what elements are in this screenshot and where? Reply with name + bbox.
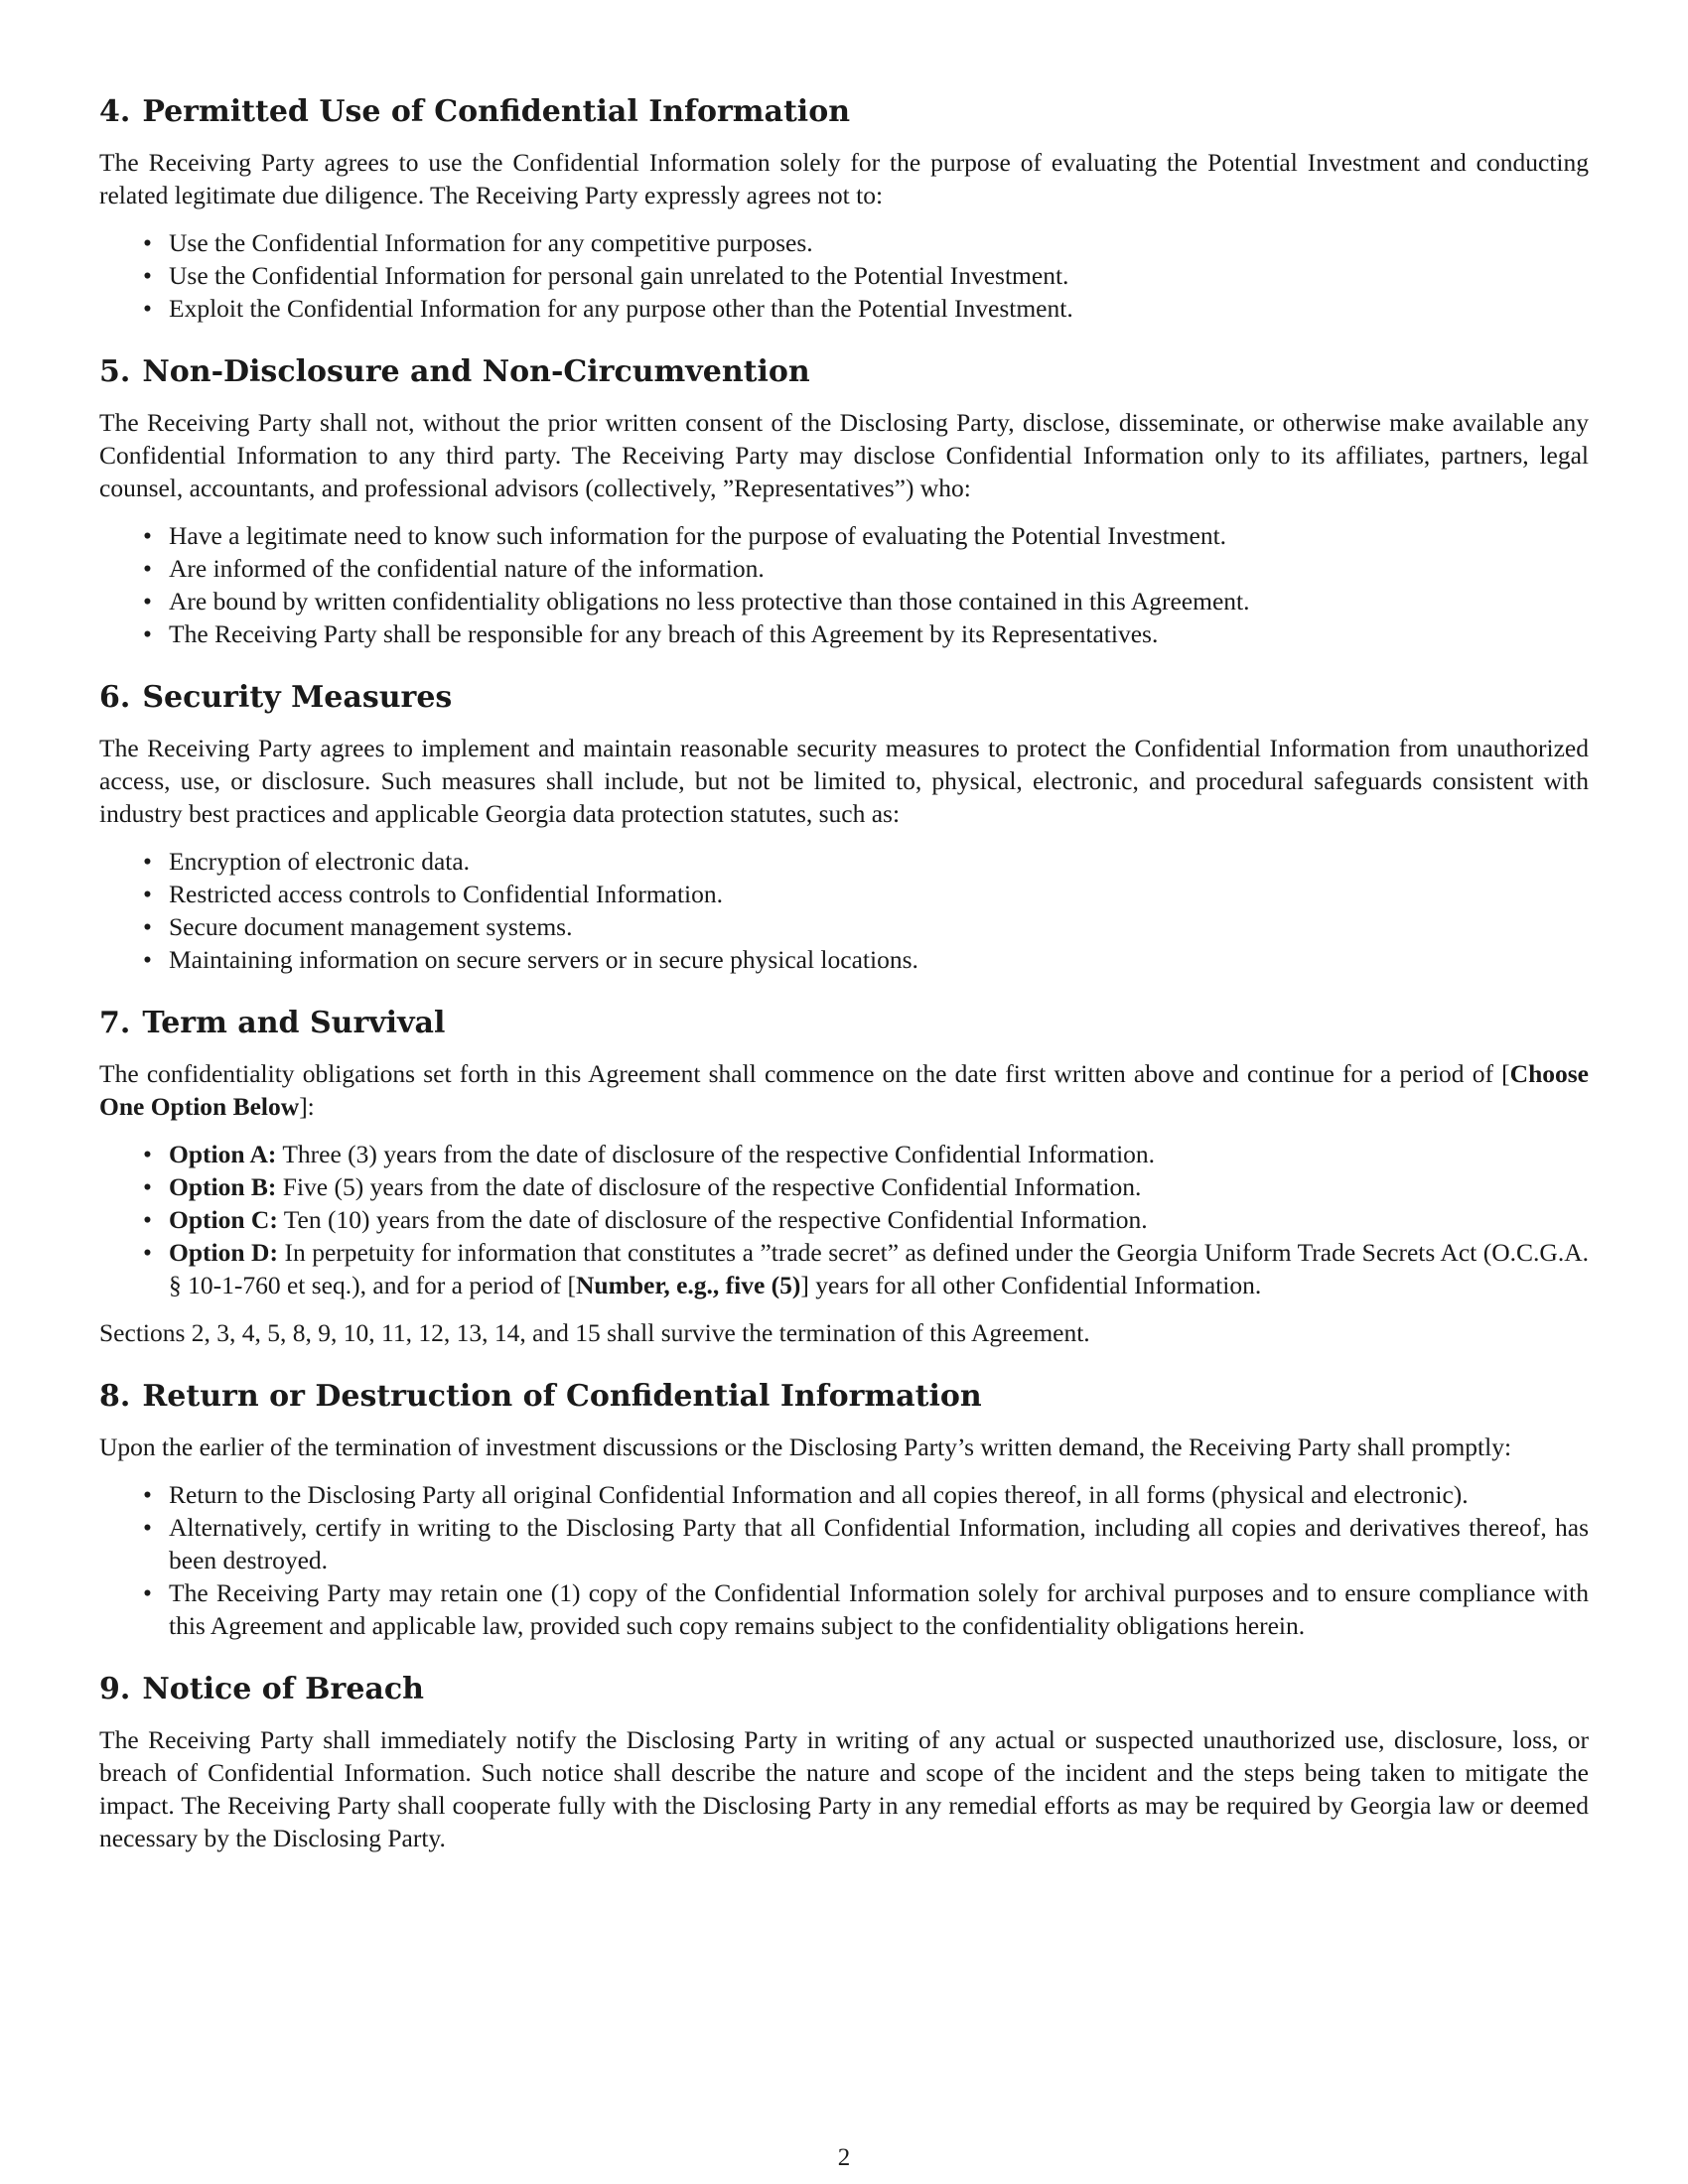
section-5 (99, 354, 1589, 650)
list-item: • Maintaining information on secure servers or in secure physical locations. (169, 943, 1589, 976)
option-a-item (169, 1138, 1589, 1170)
list-item: • Are bound by written confidentiality obligations no less protective than those contained in this Agreement. (169, 585, 1589, 617)
section-heading (99, 1006, 1589, 1041)
list-item: • Secure document management systems. (169, 910, 1589, 943)
option-label: Option A: (169, 1140, 277, 1168)
survival-paragraph: Sections 2, 3, 4, 5, 8, 9, 10, 11, 12, 13, 14, and 15 shall survive the termination of this Agreement. (99, 1318, 1090, 1347)
list-item: • Alternatively, certify in writing to the Disclosing Party that all Confidential Information, including all copies and derivatives thereof, has been destroyed. (169, 1511, 1589, 1576)
option-text: In perpetuity for information that constitutes a ”trade secret” as defined under the Georgia Uniform Trade Secrets Act (O.C.G.A. § 10-1-760 et seq.), and for a period of [ (169, 1238, 1589, 1299)
section-title: Permitted Use of Confidential Information (142, 94, 851, 129)
option-text: Three (3) years from the date of disclosure of the respective Confidential Information. (276, 1140, 1156, 1168)
list-item: • The Receiving Party shall be responsible for any breach of this Agreement by its Representatives. (169, 617, 1589, 650)
section-title: Non-Disclosure and Non-Circumvention (142, 354, 810, 389)
option-list (99, 1138, 1589, 1301)
list-item: • Restricted access controls to Confidential Information. (169, 878, 1589, 910)
list-item: • Are informed of the confidential nature of the information. (169, 552, 1589, 585)
option-d-item (169, 1236, 1589, 1301)
list-item: • Have a legitimate need to know such information for the purpose of evaluating the Potential Investment. (169, 519, 1589, 552)
option-label: Option D: (169, 1238, 278, 1267)
placeholder-text: Number, e.g., five (5) (576, 1271, 801, 1299)
option-text: Ten (10) years from the date of disclosure of the respective Confidential Information. (277, 1205, 1148, 1234)
section-heading (99, 94, 1589, 130)
option-label: Option C: (169, 1205, 278, 1234)
paragraph-text: The confidentiality obligations set forth in this Agreement shall commence on the date first written above and continue for a period of [ (99, 1059, 1510, 1088)
list-item: • Use the Confidential Information for any competitive purposes. (169, 226, 1589, 259)
paragraph-text: ]: (299, 1092, 315, 1121)
section-heading (99, 354, 1589, 390)
section-4 (99, 94, 1589, 325)
option-text: Five (5) years from the date of disclosure of the respective Confidential Information. (276, 1172, 1142, 1201)
page-number: 2 (837, 2144, 851, 2171)
section-number: 6. (99, 680, 131, 715)
section-heading (99, 680, 1589, 716)
section-paragraph: The Receiving Party shall not, without the prior written consent of the Disclosing Party, disclose, disseminate, or otherwise make available any Confidential Information to any third party. The Receiving Party may disclose Confidential Information only to its affiliates, partners, legal counsel, accountants, and professional advisors (collectively, ”Representatives”) who: (99, 408, 1589, 502)
section-6 (99, 680, 1589, 976)
section-number: 4. (99, 94, 131, 129)
section-paragraph: The Receiving Party shall immediately notify the Disclosing Party in writing of any actual or suspected unauthorized use, disclosure, loss, or breach of Confidential Information. Such notice shall describe the nature and scope of the incident and the steps being taken to mitigate the impact. The Receiving Party shall cooperate fully with the Disclosing Party in any remedial efforts as may be required by Georgia law or deemed necessary by the Disclosing Party. (99, 1725, 1589, 1852)
bullet-list (99, 845, 1589, 976)
option-c-item (169, 1203, 1589, 1236)
section-title: Security Measures (142, 680, 453, 715)
section-number: 8. (99, 1379, 131, 1414)
list-item: • Encryption of electronic data. (169, 845, 1589, 878)
section-number: 7. (99, 1006, 131, 1040)
bullet-list (99, 519, 1589, 650)
section-heading (99, 1379, 1589, 1415)
option-b-item (169, 1170, 1589, 1203)
section-title: Term and Survival (142, 1006, 446, 1040)
list-item: • Return to the Disclosing Party all original Confidential Information and all copies thereof, in all forms (physical and electronic). (169, 1478, 1589, 1511)
section-paragraph: Upon the earlier of the termination of investment discussions or the Disclosing Party’s written demand, the Receiving Party shall promptly: (99, 1433, 1512, 1461)
option-text: ] years for all other Confidential Information. (800, 1271, 1262, 1299)
option-label: Option B: (169, 1172, 277, 1201)
section-9 (99, 1672, 1589, 1854)
section-title: Notice of Breach (142, 1672, 424, 1706)
section-title: Return or Destruction of Confidential Information (142, 1379, 982, 1414)
bullet-list (99, 1478, 1589, 1642)
document-page (99, 94, 1589, 1884)
section-paragraph: The Receiving Party agrees to implement and maintain reasonable security measures to protect the Confidential Information from unauthorized access, use, or disclosure. Such measures shall include, but not be limited to, physical, electronic, and procedural safeguards consistent with industry best practices and applicable Georgia data protection statutes, such as: (99, 734, 1589, 828)
bullet-list (99, 226, 1589, 325)
placeholder-text: Choose One Option Below (99, 1059, 1589, 1121)
section-paragraph: The Receiving Party agrees to use the Confidential Information solely for the purpose of evaluating the Potential Investment and conducting related legitimate due diligence. The Receiving Party expressly agrees not to: (99, 148, 1589, 209)
section-8 (99, 1379, 1589, 1642)
list-item: • The Receiving Party may retain one (1) copy of the Confidential Information solely for archival purposes and to ensure compliance with this Agreement and applicable law, provided such copy remains subject to the confidentiality obligations herein. (169, 1576, 1589, 1642)
section-7 (99, 1006, 1589, 1349)
list-item: • Use the Confidential Information for personal gain unrelated to the Potential Investment. (169, 259, 1589, 292)
section-number: 5. (99, 354, 131, 389)
list-item: • Exploit the Confidential Information for any purpose other than the Potential Investment. (169, 292, 1589, 325)
section-number: 9. (99, 1672, 131, 1706)
section-paragraph (99, 1057, 1589, 1123)
section-heading (99, 1672, 1589, 1707)
